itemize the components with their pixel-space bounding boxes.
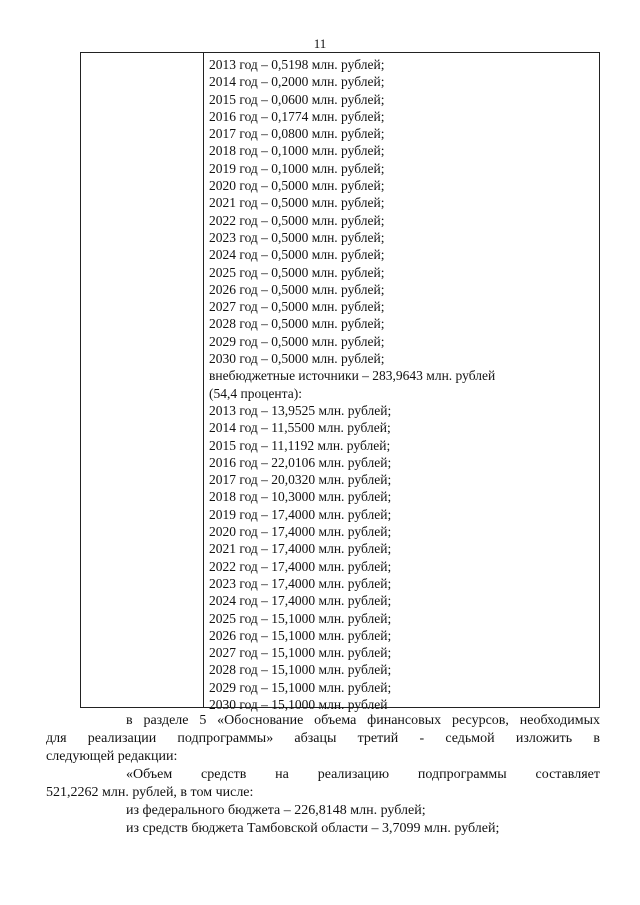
funding-line: 2016 год – 22,0106 млн. рублей; (209, 454, 392, 470)
funding-line: 2019 год – 0,1000 млн. рублей; (209, 160, 385, 176)
paragraph-section-5-line-2: для реализации подпрограммы» абзацы третий - седьмой изложить в (46, 731, 600, 746)
funding-line: 2029 год – 15,1000 млн. рублей; (209, 679, 392, 695)
paragraph-regional-budget: из средств бюджета Тамбовской области – 3,7099 млн. рублей; (126, 821, 500, 836)
funding-line: 2019 год – 17,4000 млн. рублей; (209, 506, 392, 522)
funding-line: 2013 год – 0,5198 млн. рублей; (209, 57, 385, 72)
funding-line: 2027 год – 0,5000 млн. рублей; (209, 299, 385, 315)
funding-line: 2015 год – 11,1192 млн. рублей; (209, 437, 391, 453)
funding-line: 2018 год – 10,3000 млн. рублей; (209, 489, 392, 505)
funding-line: внебюджетные источники – 283,9643 млн. рублей (209, 368, 496, 384)
funding-line: 2014 год – 0,2000 млн. рублей; (209, 74, 385, 90)
body-text (46, 712, 600, 838)
column-divider (203, 53, 204, 707)
paragraph-volume-line-2: 521,2262 млн. рублей, в том числе: (46, 785, 254, 800)
funding-line: 2015 год – 0,0600 млн. рублей; (209, 91, 385, 107)
funding-line: 2020 год – 17,4000 млн. рублей; (209, 524, 392, 540)
funding-line: 2024 год – 17,4000 млн. рублей; (209, 593, 392, 609)
funding-line: 2028 год – 15,1000 млн. рублей; (209, 662, 392, 678)
funding-details-cell (209, 56, 589, 713)
funding-line: 2016 год – 0,1774 млн. рублей; (209, 108, 385, 124)
page-number: 11 (313, 36, 327, 51)
funding-line: 2024 год – 0,5000 млн. рублей; (209, 247, 385, 263)
funding-line: 2022 год – 0,5000 млн. рублей; (209, 212, 385, 228)
funding-line: 2013 год – 13,9525 млн. рублей; (209, 402, 392, 418)
funding-line: 2029 год – 0,5000 млн. рублей; (209, 333, 385, 349)
paragraph-volume-line-1: «Объем средств на реализацию подпрограммы составляет (126, 767, 600, 782)
funding-line: 2025 год – 0,5000 млн. рублей; (209, 264, 385, 280)
funding-line: 2020 год – 0,5000 млн. рублей; (209, 178, 385, 194)
funding-line: 2025 год – 15,1000 млн. рублей; (209, 610, 392, 626)
paragraph-section-5-line-3: следующей редакции: (46, 749, 178, 764)
funding-line: 2027 год – 15,1000 млн. рублей; (209, 645, 392, 661)
funding-line: 2018 год – 0,1000 млн. рублей; (209, 143, 385, 159)
funding-line: 2014 год – 11,5500 млн. рублей; (209, 420, 391, 436)
funding-line: 2017 год – 0,0800 млн. рублей; (209, 126, 385, 142)
funding-line: 2023 год – 17,4000 млн. рублей; (209, 575, 392, 591)
funding-line: 2021 год – 0,5000 млн. рублей; (209, 195, 385, 211)
funding-line: (54,4 процента): (209, 385, 302, 401)
funding-line: 2030 год – 0,5000 млн. рублей; (209, 351, 385, 367)
funding-line: 2021 год – 17,4000 млн. рублей; (209, 541, 392, 557)
funding-table (80, 52, 600, 712)
funding-line: 2026 год – 0,5000 млн. рублей; (209, 281, 385, 297)
funding-line: 2026 год – 15,1000 млн. рублей; (209, 627, 392, 643)
paragraph-section-5-line-1: в разделе 5 «Обоснование объема финансовых ресурсов, необходимых (126, 713, 600, 728)
paragraph-federal-budget: из федерального бюджета – 226,8148 млн. рублей; (126, 803, 426, 818)
funding-line: 2017 год – 20,0320 млн. рублей; (209, 472, 392, 488)
funding-line: 2023 год – 0,5000 млн. рублей; (209, 229, 385, 245)
funding-line: 2030 год – 15,1000 млн. рублей (209, 696, 388, 712)
funding-line: 2022 год – 17,4000 млн. рублей; (209, 558, 392, 574)
funding-line: 2028 год – 0,5000 млн. рублей; (209, 316, 385, 332)
